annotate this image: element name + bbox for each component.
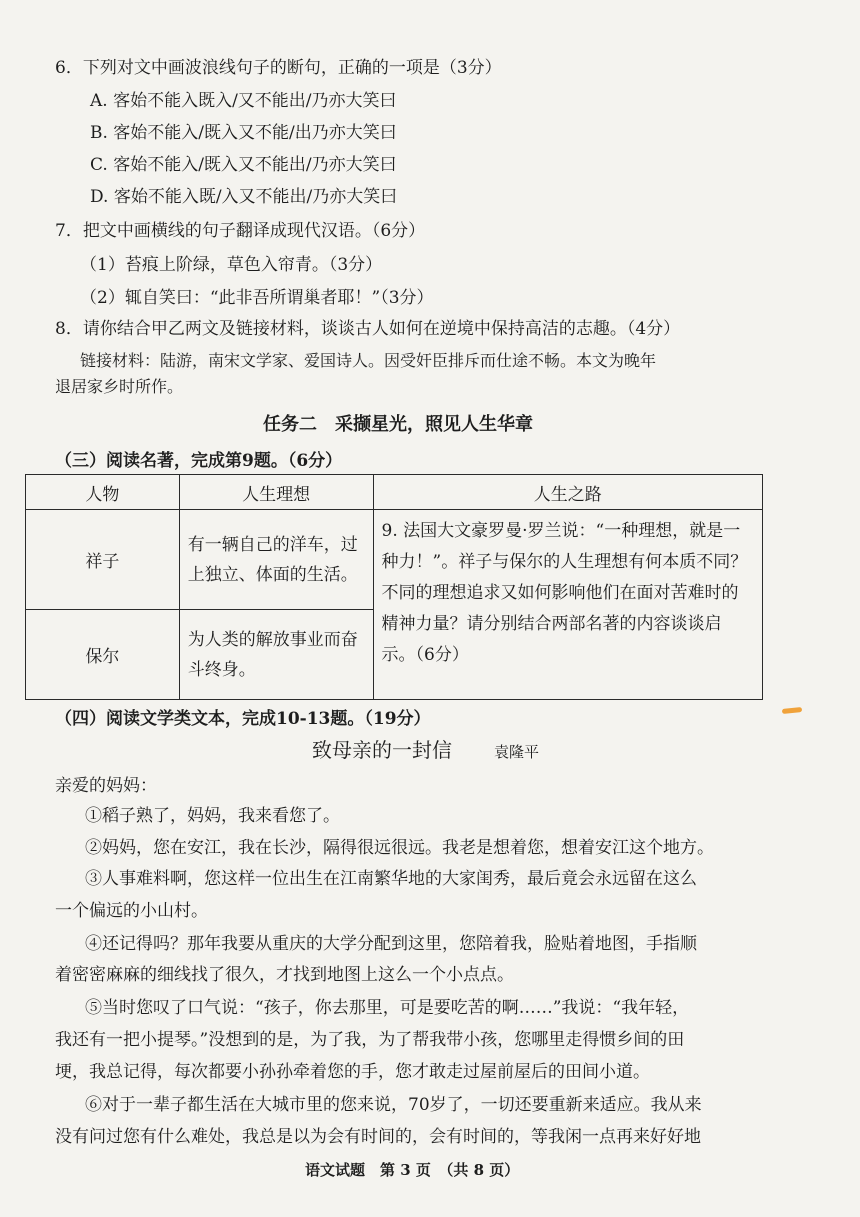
table-header-row: [26, 475, 763, 510]
header-path: 人生之路: [373, 475, 762, 510]
table-row: [26, 510, 763, 610]
question-9: 9. 法国大文豪罗曼·罗兰说：“一种理想，就是一种力！”。祥子与保尔的人生理想有何本质不同？不同的理想追求又如何影响他们在面对苦难时的精神力量？请分别结合两部名著的内容谈谈启示。（6分）: [373, 510, 762, 700]
article-author: 袁隆平: [494, 743, 540, 761]
article-title: 致母亲的一封信: [312, 738, 452, 762]
q7-stem: 7．把文中画横线的句子翻译成现代汉语。（6分）: [55, 221, 426, 241]
paragraph-5-cont: 我还有一把小提琴。”没想到的是，为了我，为了帮我带小孩，您哪里走得惯乡间的田: [55, 1030, 685, 1050]
paragraph-2: ②妈妈，您在安江，我在长沙，隔得很远很远。我老是想着您，想着安江这个地方。: [85, 838, 714, 858]
header-character: 人物: [26, 475, 180, 510]
page-footer: 语文试题 第 3 页 （共 8 页）: [305, 1161, 520, 1179]
section4-heading: （四）阅读文学类文本，完成10-13题。（19分）: [55, 709, 431, 729]
q6-option-b: B. 客始不能入/既入又不能/出乃亦大笑曰: [90, 123, 397, 143]
famous-works-table: [25, 474, 763, 700]
paragraph-4-cont: 着密密麻麻的细线找了很久，才找到地图上这么一个小点点。: [55, 965, 514, 985]
q8-link-material-cont: 退居家乡时所作。: [55, 377, 184, 396]
q7-item-2: （2）辄自笑曰：“此非吾所谓巢者耶！”（3分）: [80, 288, 434, 308]
paragraph-3-cont: 一个偏远的小山村。: [55, 901, 208, 921]
ideal-xiangzi: 有一辆自己的洋车，过上独立、体面的生活。: [179, 510, 373, 610]
highlighter-mark: [782, 707, 802, 714]
salutation: 亲爱的妈妈：: [55, 776, 157, 796]
character-paul: 保尔: [26, 610, 180, 700]
paragraph-6-cont: 没有问过您有什么难处，我总是以为会有时间的，会有时间的，等我闲一点再来好好地: [55, 1127, 701, 1147]
paragraph-6: ⑥对于一辈子都生活在大城市里的您来说，70岁了，一切还要重新来适应。我从来: [85, 1095, 702, 1115]
q6-option-d: D. 客始不能入既/入又不能出/乃亦大笑曰: [90, 187, 398, 207]
q7-item-1: （1）苔痕上阶绿，草色入帘青。（3分）: [80, 255, 383, 275]
q6-stem: 6．下列对文中画波浪线句子的断句，正确的一项是（3分）: [55, 58, 502, 78]
q6-option-a: A. 客始不能入既入/又不能出/乃亦大笑曰: [90, 91, 397, 111]
q8-stem: 8．请你结合甲乙两文及链接材料，谈谈古人如何在逆境中保持高洁的志趣。（4分）: [55, 319, 681, 339]
character-xiangzi: 祥子: [26, 510, 180, 610]
paragraph-5: ⑤当时您叹了口气说：“孩子，你去那里，可是要吃苦的啊……”我说：“我年轻，: [85, 998, 690, 1018]
q6-option-c: C. 客始不能入/既入又不能出/乃亦大笑曰: [90, 155, 397, 175]
paragraph-4: ④还记得吗？那年我要从重庆的大学分配到这里，您陪着我，脸贴着地图，手指顺: [85, 934, 697, 954]
paragraph-3: ③人事难料啊，您这样一位出生在江南繁华地的大家闺秀，最后竟会永远留在这么: [85, 869, 697, 889]
q8-link-material: 链接材料：陆游，南宋文学家、爱国诗人。因受奸臣排斥而仕途不畅。本文为晚年: [80, 351, 657, 370]
header-ideal: 人生理想: [179, 475, 373, 510]
paragraph-5-cont2: 埂，我总记得，每次都要小孙孙牵着您的手，您才敢走过屋前屋后的田间小道。: [55, 1062, 650, 1082]
ideal-paul: 为人类的解放事业而奋斗终身。: [179, 610, 373, 700]
paragraph-1: ①稻子熟了，妈妈，我来看您了。: [85, 806, 340, 826]
task2-title: 任务二 采撷星光，照见人生华章: [263, 414, 533, 435]
section3-heading: （三）阅读名著，完成第9题。（6分）: [55, 451, 343, 471]
